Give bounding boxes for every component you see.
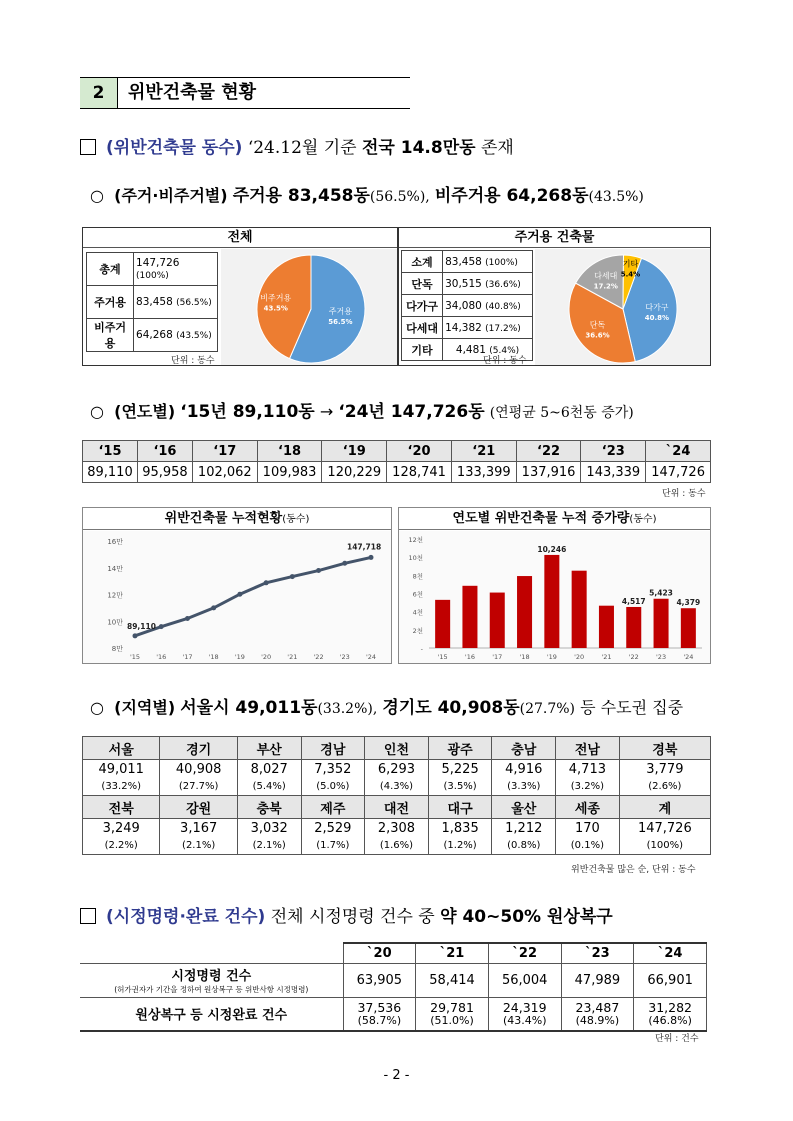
order-row2-cell-4 <box>634 997 707 1031</box>
residential-table <box>401 250 533 361</box>
region-pct-row2-4: (1.6%) <box>365 838 429 855</box>
bullet-total-emph: 전국 14.8만동 <box>361 138 476 158</box>
region-value-row2-8: 147,726 <box>619 819 710 838</box>
line-chart-title-unit: (동수) <box>282 514 310 525</box>
region-pct-row1-0: (33.2%) <box>83 779 160 796</box>
bar-ytick-2: 4천 <box>412 608 423 617</box>
year-value-4: 120,229 <box>322 462 387 483</box>
checkbox-square-icon <box>80 139 96 155</box>
region-value-row2-2: 3,032 <box>237 819 301 838</box>
line-xtick-6: '21 <box>287 653 298 661</box>
res-pie-pct-1: 36.6% <box>585 331 610 340</box>
year-value-9: 147,726 <box>646 462 711 483</box>
total-box-title: 전체 <box>83 228 397 248</box>
bar-xtick-2: '17 <box>492 653 503 661</box>
res-pct-4: (5.4%) <box>489 345 520 356</box>
region-name-row1-0: 서울 <box>83 737 160 760</box>
bullet-region-gg: 경기도 40,908동 <box>382 698 520 718</box>
total-pct-0: (100%) <box>136 271 169 281</box>
line-ytick-1: 10만 <box>107 618 123 627</box>
total-box <box>82 227 398 366</box>
circle-bullet-icon: ○ <box>90 186 104 205</box>
line-ytick-2: 12만 <box>107 591 123 600</box>
line-chart <box>83 531 391 663</box>
line-point-3 <box>211 605 216 610</box>
year-value-2: 102,062 <box>192 462 257 483</box>
bullet-yearly-to: ‘24년 147,726동 <box>338 402 485 422</box>
section-number: 2 <box>80 78 118 108</box>
residential-box <box>398 227 711 366</box>
order-row1-sub: (허가권자가 기간을 정하여 원상복구 등 위반사항 시정명령) <box>114 985 309 994</box>
bar-ytick-3: 6천 <box>412 590 423 599</box>
circle-bullet-icon: ○ <box>90 402 104 421</box>
bullet-residential-nonres: 비주거용 64,268동 <box>434 186 589 206</box>
region-name-row2-5: 대구 <box>428 796 492 819</box>
order-row2-pct-3: (48.9%) <box>575 1013 620 1027</box>
bullet-residential-head: (주거·비주거별) <box>114 186 228 205</box>
residential-pie-area <box>535 249 710 365</box>
bullet-region-tail: 등 수도권 집중 <box>580 698 684 717</box>
order-row2-value-4: 31,282 <box>648 999 692 1015</box>
res-pie-pct-3: 5.4% <box>620 270 641 279</box>
total-label-1: 주거용 <box>87 286 134 319</box>
year-header-9: `24 <box>646 441 711 462</box>
region-name-row1-5: 광주 <box>428 737 492 760</box>
region-table-unit: 위반건축물 많은 순, 단위 : 동수 <box>571 865 696 875</box>
bar-ytick-4: 8천 <box>412 572 423 581</box>
bar-8 <box>654 599 669 648</box>
res-value-0: 83,458 <box>445 255 482 268</box>
total-pie-chart <box>221 249 397 365</box>
region-value-row1-7: 4,713 <box>556 760 620 779</box>
year-table <box>82 440 711 483</box>
bullet-total-text: ‘24.12월 기준 <box>247 138 357 158</box>
order-row2-label: 원상복구 등 시정완료 건수 <box>80 997 343 1031</box>
bullet-residential-nonres-pct: (43.5%) <box>588 189 644 205</box>
order-year-1: `21 <box>416 943 489 963</box>
bar-chart-header <box>399 508 710 530</box>
res-pie-label-2: 다세대 <box>594 271 618 281</box>
bar-label-7: 4,517 <box>621 596 646 606</box>
region-name-row2-1: 강원 <box>160 796 237 819</box>
region-name-row2-2: 충북 <box>237 796 301 819</box>
line-ytick-0: 8만 <box>111 645 123 653</box>
bullet-residential-res: 주거용 83,458동 <box>232 186 370 206</box>
order-row2-cell-1 <box>416 997 489 1031</box>
res-label-3: 다세대 <box>402 317 443 339</box>
line-ytick-4: 16만 <box>107 538 123 546</box>
res-value-2: 34,080 <box>445 299 482 312</box>
region-pct-row2-5: (1.2%) <box>428 838 492 855</box>
residential-pie-chart <box>535 249 710 365</box>
res-pct-0: (100%) <box>485 257 518 268</box>
order-row1-label-cell <box>80 963 343 997</box>
line-xtick-7: '22 <box>313 653 324 661</box>
total-pie-pct-0: 56.5% <box>328 318 353 327</box>
bar-label-8: 5,423 <box>649 588 673 598</box>
bullet-orders-emph: 약 40~50% 원상복구 <box>440 907 613 927</box>
order-row2-cell-2 <box>488 997 561 1031</box>
bar-3 <box>517 576 532 648</box>
order-year-2: `22 <box>488 943 561 963</box>
circle-bullet-icon: ○ <box>90 698 104 717</box>
line-xtick-5: '20 <box>261 653 272 661</box>
order-year-0: `20 <box>343 943 416 963</box>
order-row2-pct-0: (58.7%) <box>357 1013 402 1027</box>
bullet-orders-text: 전체 시정명령 건수 중 <box>270 907 435 927</box>
bullet-region <box>90 693 683 718</box>
region-name-row2-0: 전북 <box>83 796 160 819</box>
year-header-1: ‘16 <box>137 441 192 462</box>
line-xtick-8: '23 <box>339 653 350 661</box>
region-pct-row2-3: (1.7%) <box>301 838 365 855</box>
region-pct-row1-1: (27.7%) <box>160 779 237 796</box>
bullet-region-seoul-pct: (33.2%), <box>317 701 378 717</box>
total-pie-label-0: 주거용 <box>328 307 352 317</box>
line-point-4 <box>237 592 242 597</box>
bar-1 <box>462 586 477 648</box>
res-pct-1: (36.6%) <box>485 279 521 290</box>
line-chart-title: 위반건축물 누적현황 <box>164 511 283 526</box>
line-label-first: 89,110 <box>127 621 156 631</box>
year-header-4: ‘19 <box>322 441 387 462</box>
bar-ytick-5: 10천 <box>408 554 423 563</box>
res-pct-3: (17.2%) <box>485 323 521 334</box>
bar-xtick-6: '21 <box>601 653 612 661</box>
bar-6 <box>599 606 614 648</box>
region-name-row2-8: 계 <box>619 796 710 819</box>
year-header-2: ‘17 <box>192 441 257 462</box>
bullet-yearly-note: (연평균 5~6천동 증가) <box>489 405 634 421</box>
region-value-row2-7: 170 <box>556 819 620 838</box>
res-pie-pct-0: 40.8% <box>644 314 670 323</box>
bar-ytick-1: 2천 <box>412 626 423 635</box>
line-xtick-3: '18 <box>208 653 219 661</box>
bullet-total-head: (위반건축물 동수) <box>106 138 243 158</box>
bar-ytick-6: 12천 <box>408 536 423 544</box>
total-pct-2: (43.5%) <box>176 331 212 341</box>
bar-xtick-3: '18 <box>519 653 530 661</box>
line-chart-header <box>83 508 391 530</box>
region-value-row1-3: 7,352 <box>301 760 365 779</box>
year-header-0: ‘15 <box>83 441 138 462</box>
order-row2-cell-0 <box>343 997 416 1031</box>
line-point-0 <box>133 633 138 638</box>
section-header <box>80 77 410 109</box>
order-row1-label: 시정명령 건수 <box>171 969 252 984</box>
region-value-row1-1: 40,908 <box>160 760 237 779</box>
bullet-orders <box>80 902 613 927</box>
section-title: 위반건축물 현황 <box>128 82 256 103</box>
region-pct-row2-1: (2.1%) <box>160 838 237 855</box>
region-value-row1-6: 4,916 <box>492 760 556 779</box>
res-pie-pct-2: 17.2% <box>593 282 618 291</box>
line-point-1 <box>159 624 164 629</box>
order-row2-value-0: 37,536 <box>357 999 402 1015</box>
bar-xtick-0: '15 <box>437 653 448 661</box>
line-ytick-3: 14만 <box>107 564 123 573</box>
order-row1-value-4: 66,901 <box>634 963 707 997</box>
bar-chart-title: 연도별 위반건축물 누적 증가량 <box>452 511 630 526</box>
bar-9 <box>681 608 696 648</box>
order-row2-cell-3 <box>561 997 634 1031</box>
order-row2-pct-1: (51.0%) <box>430 1013 474 1027</box>
total-table <box>86 252 218 352</box>
bar-chart <box>399 531 710 663</box>
bar-xtick-8: '23 <box>656 653 667 661</box>
region-table <box>82 736 711 855</box>
region-value-row1-2: 8,027 <box>237 760 301 779</box>
region-pct-row2-2: (2.1%) <box>237 838 301 855</box>
year-value-5: 128,741 <box>387 462 452 483</box>
bullet-yearly-from: ‘15년 89,110동 <box>180 402 315 422</box>
region-name-row2-4: 대전 <box>365 796 429 819</box>
region-name-row2-7: 세종 <box>556 796 620 819</box>
region-name-row1-2: 부산 <box>237 737 301 760</box>
total-pct-1: (56.5%) <box>176 298 212 308</box>
region-value-row2-4: 2,308 <box>365 819 429 838</box>
year-table-unit: 단위 : 동수 <box>662 489 706 499</box>
order-row1-value-1: 58,414 <box>416 963 489 997</box>
line-point-7 <box>316 568 321 573</box>
region-pct-row2-6: (0.8%) <box>492 838 556 855</box>
region-value-row2-0: 3,249 <box>83 819 160 838</box>
res-label-0: 소계 <box>402 251 443 273</box>
total-value-2: 64,268 <box>136 329 173 341</box>
arrow-right-icon: → <box>319 402 334 421</box>
region-pct-row2-0: (2.2%) <box>83 838 160 855</box>
line-xtick-1: '16 <box>156 653 167 661</box>
bar-2 <box>490 593 505 648</box>
region-value-row2-1: 3,167 <box>160 819 237 838</box>
bar-7 <box>626 607 641 648</box>
bullet-total <box>80 133 514 158</box>
residential-box-title: 주거용 건축물 <box>399 228 710 248</box>
region-pct-row2-8: (100%) <box>619 838 710 855</box>
res-pie-label-3: 기타 <box>622 259 639 269</box>
region-value-row1-5: 5,225 <box>428 760 492 779</box>
bar-xtick-1: '16 <box>464 653 475 661</box>
year-value-8: 143,339 <box>581 462 646 483</box>
total-pie-area <box>221 249 397 365</box>
year-header-7: ‘22 <box>516 441 581 462</box>
region-name-row2-3: 제주 <box>301 796 365 819</box>
region-pct-row2-7: (0.1%) <box>556 838 620 855</box>
line-point-8 <box>342 561 347 566</box>
total-value-0: 147,726 <box>136 257 180 269</box>
region-value-row2-6: 1,212 <box>492 819 556 838</box>
res-value-4: 4,481 <box>455 343 486 356</box>
region-name-row1-6: 충남 <box>492 737 556 760</box>
order-row2-value-2: 24,319 <box>502 999 547 1015</box>
res-pct-2: (40.8%) <box>485 301 521 312</box>
res-pie-label-1: 단독 <box>589 320 606 330</box>
total-label-2: 비주거용 <box>87 319 134 352</box>
total-value-1: 83,458 <box>136 296 173 308</box>
order-header-blank <box>80 943 343 963</box>
bullet-yearly <box>90 397 634 422</box>
bullet-total-tail: 존재 <box>480 138 514 158</box>
res-label-4: 기타 <box>402 339 443 361</box>
bullet-residential-res-pct: (56.5%), <box>369 189 430 205</box>
bar-label-4: 10,246 <box>537 544 567 554</box>
bar-xtick-4: '19 <box>546 653 557 661</box>
region-value-row2-5: 1,835 <box>428 819 492 838</box>
year-value-3: 109,983 <box>257 462 322 483</box>
res-value-1: 30,515 <box>445 277 482 290</box>
order-year-3: `23 <box>561 943 634 963</box>
bar-label-9: 4,379 <box>676 598 701 608</box>
region-value-row1-4: 6,293 <box>365 760 429 779</box>
region-pct-row1-7: (3.2%) <box>556 779 620 796</box>
line-label-last: 147,718 <box>347 542 382 552</box>
line-xtick-0: '15 <box>129 653 141 661</box>
line-xtick-9: '24 <box>365 653 377 661</box>
res-value-3: 14,382 <box>445 321 482 334</box>
bullet-orders-head: (시정명령·완료 건수) <box>106 907 266 927</box>
order-row2-pct-4: (46.8%) <box>648 1013 692 1027</box>
total-unit: 단위 : 동수 <box>171 356 215 366</box>
year-value-1: 95,958 <box>137 462 192 483</box>
region-name-row1-1: 경기 <box>160 737 237 760</box>
res-pie-label-0: 다가구 <box>645 303 669 313</box>
bar-chart-title-unit: (동수) <box>629 514 657 525</box>
order-row2-value-3: 23,487 <box>575 999 620 1015</box>
region-name-row2-6: 울산 <box>492 796 556 819</box>
bar-4 <box>544 555 559 648</box>
region-pct-row1-3: (5.0%) <box>301 779 365 796</box>
bar-chart-box <box>398 507 711 664</box>
region-name-row1-4: 인천 <box>365 737 429 760</box>
region-pct-row1-2: (5.4%) <box>237 779 301 796</box>
region-pct-row1-6: (3.3%) <box>492 779 556 796</box>
line-point-6 <box>290 574 295 579</box>
bar-0 <box>435 600 450 648</box>
order-row1-value-3: 47,989 <box>561 963 634 997</box>
year-value-6: 133,399 <box>451 462 516 483</box>
bar-5 <box>572 571 587 648</box>
region-value-row2-3: 2,529 <box>301 819 365 838</box>
region-pct-row1-8: (2.6%) <box>619 779 710 796</box>
line-xtick-2: '17 <box>182 653 193 661</box>
total-label-0: 총계 <box>87 253 134 286</box>
bullet-region-seoul: 서울시 49,011동 <box>180 698 318 718</box>
total-pie-label-1: 비주거용 <box>260 293 292 303</box>
bar-xtick-5: '20 <box>574 653 585 661</box>
region-value-row1-8: 3,779 <box>619 760 710 779</box>
line-point-5 <box>264 580 269 585</box>
line-point-9 <box>369 555 374 560</box>
bullet-region-head: (지역별) <box>114 698 176 717</box>
region-pct-row1-5: (3.5%) <box>428 779 492 796</box>
order-table <box>80 942 707 1032</box>
bullet-yearly-head: (연도별) <box>114 402 176 421</box>
residential-unit: 단위 : 동수 <box>483 356 527 366</box>
region-pct-row1-4: (4.3%) <box>365 779 429 796</box>
line-xtick-4: '19 <box>234 653 245 661</box>
bullet-residential <box>90 181 644 206</box>
bar-xtick-9: '24 <box>683 653 694 661</box>
bar-xtick-7: '22 <box>628 653 639 661</box>
line-chart-box <box>82 507 392 664</box>
order-row2-pct-2: (43.4%) <box>502 1013 547 1027</box>
checkbox-square-icon <box>80 908 96 924</box>
order-row2-value-1: 29,781 <box>430 999 474 1015</box>
total-pie-pct-1: 43.5% <box>263 304 288 313</box>
year-header-5: ‘20 <box>387 441 452 462</box>
page-number: - 2 - <box>383 1068 410 1083</box>
order-row1-value-2: 56,004 <box>488 963 561 997</box>
bullet-region-gg-pct: (27.7%) <box>519 701 576 717</box>
region-name-row1-7: 전남 <box>556 737 620 760</box>
order-year-4: `24 <box>634 943 707 963</box>
region-name-row1-8: 경북 <box>619 737 710 760</box>
year-value-0: 89,110 <box>83 462 138 483</box>
line-point-2 <box>185 616 190 621</box>
order-table-unit: 단위 : 건수 <box>655 1034 699 1044</box>
bar-ytick-0: - <box>420 645 423 653</box>
res-label-2: 다가구 <box>402 295 443 317</box>
order-row1-value-0: 63,905 <box>343 963 416 997</box>
res-label-1: 단독 <box>402 273 443 295</box>
region-name-row1-3: 경남 <box>301 737 365 760</box>
year-header-3: ‘18 <box>257 441 322 462</box>
year-header-8: ‘23 <box>581 441 646 462</box>
year-header-6: ‘21 <box>451 441 516 462</box>
year-value-7: 137,916 <box>516 462 581 483</box>
region-value-row1-0: 49,011 <box>83 760 160 779</box>
